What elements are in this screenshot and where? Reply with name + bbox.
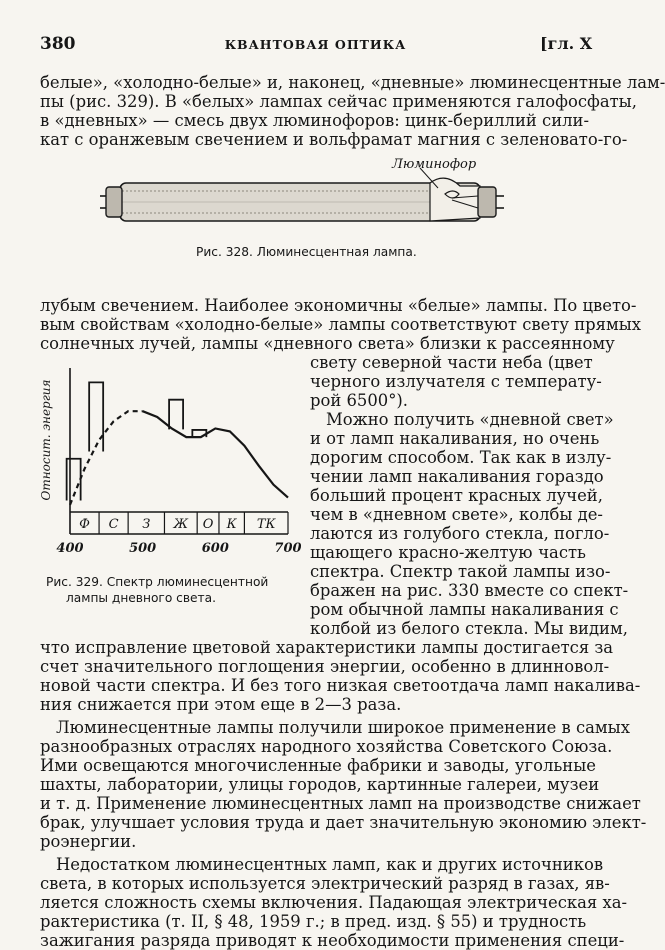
text-line: Можно получить «дневной свет» bbox=[326, 410, 614, 429]
chapter-marker: [гл. X bbox=[540, 34, 593, 53]
y-axis-label: Относит. энергия bbox=[39, 379, 53, 501]
text-line: Недостатком люминесцентных ламп, как и других источников bbox=[56, 855, 604, 874]
text-line: чем в «дневном свете», колбы де- bbox=[310, 505, 603, 524]
text-line: шахты, лаборатории, улицы городов, картинные галереи, музеи bbox=[40, 775, 600, 794]
color-band-label: З bbox=[142, 517, 151, 532]
text-line: чении ламп накаливания гораздо bbox=[310, 467, 604, 486]
text-line: дорогим способом. Так как в излу- bbox=[310, 448, 612, 467]
text-line: спектра. Спектр такой лампы изо- bbox=[310, 562, 611, 581]
spectrum-chart bbox=[36, 362, 302, 568]
text-line: роэнергии. bbox=[40, 832, 137, 851]
figure-328-caption: Рис. 328. Люминесцентная лампа. bbox=[196, 245, 417, 259]
figure-329-caption-line2: лампы дневного света. bbox=[66, 591, 216, 605]
text-line: новой части спектра. И без того низкая светоотдача ламп накалива- bbox=[40, 676, 641, 695]
text-line: вым свойствам «холодно-белые» лампы соответствуют свету прямых bbox=[40, 315, 642, 334]
text-line: света, в которых используется электрический разряд в газах, яв- bbox=[40, 874, 610, 893]
text-line: больший процент красных лучей, bbox=[310, 486, 603, 505]
text-line: зажигания разряда приводят к необходимости применения специ- bbox=[40, 931, 625, 950]
lamp-cap-left bbox=[106, 187, 122, 217]
x-tick-label: 500 bbox=[129, 541, 157, 556]
page-number: 380 bbox=[40, 34, 76, 54]
text-line: и т. д. Применение люминесцентных ламп на производстве снижает bbox=[40, 794, 641, 813]
lamp-cap-right bbox=[478, 187, 496, 217]
color-band-label: Ф bbox=[79, 517, 90, 532]
text-line: рактеристика (т. II, § 48, 1959 г.; в пред. изд. § 55) и трудность bbox=[40, 912, 587, 931]
spectrum-curve bbox=[143, 411, 288, 497]
text-line: солнечных лучей, лампы «дневного света» близки к рассеянному bbox=[40, 334, 615, 353]
color-band-label: С bbox=[108, 517, 119, 532]
figure-329-caption-line1: Рис. 329. Спектр люминесцентной bbox=[46, 575, 269, 589]
text-line: колбой из белого стекла. Мы видим, bbox=[310, 619, 628, 638]
x-tick-label: 700 bbox=[274, 541, 302, 556]
text-line: ром обычной лампы накаливания с bbox=[310, 600, 619, 619]
text-line: счет значительного поглощения энергии, особенно в длинновол- bbox=[40, 657, 610, 676]
text-line: рой 6500°). bbox=[310, 391, 409, 410]
text-line: Ими освещаются многочисленные фабрики и заводы, угольные bbox=[40, 756, 596, 775]
text-line: разнообразных отраслях народного хозяйства Советского Союза. bbox=[40, 737, 613, 756]
color-band-label: Ж bbox=[173, 517, 189, 532]
text-line: белые», «холодно-белые» и, наконец, «дневные» люминесцентные лам- bbox=[40, 73, 665, 92]
text-line: свету северной части неба (цвет bbox=[310, 353, 593, 372]
text-line: кат с оранжевым свечением и вольфрамат магния с зеленовато-го- bbox=[40, 130, 628, 149]
mercury-line-bar bbox=[169, 400, 183, 430]
color-band-label: ТК bbox=[256, 517, 276, 532]
x-tick-label: 400 bbox=[56, 541, 84, 556]
x-tick-label: 600 bbox=[201, 541, 229, 556]
text-line: лаются из голубого стекла, погло- bbox=[310, 524, 610, 543]
text-line: в «дневных» — смесь двух люминофоров: цинк-бериллий сили- bbox=[40, 111, 590, 130]
color-band-label: К bbox=[226, 517, 237, 532]
phosphor-label: Люминофор bbox=[392, 157, 477, 172]
text-line: лубым свечением. Наиболее экономичны «белые» лампы. По цвето- bbox=[40, 296, 637, 315]
fluorescent-lamp-illustration bbox=[100, 158, 520, 238]
text-line: черного излучателя с температу- bbox=[310, 372, 602, 391]
text-line: бражен на рис. 330 вместе со спект- bbox=[310, 581, 629, 600]
text-line: Люминесцентные лампы получили широкое применение в самых bbox=[56, 718, 630, 737]
running-title: КВАНТОВАЯ ОПТИКА bbox=[224, 37, 407, 52]
text-line: ляется сложность схемы включения. Падающая электрическая ха- bbox=[40, 893, 628, 912]
text-line: щающего красно-желтую часть bbox=[310, 543, 586, 562]
text-line: ния снижается при этом еще в 2—3 раза. bbox=[40, 695, 402, 714]
text-line: и от ламп накаливания, но очень bbox=[310, 429, 600, 448]
text-line: пы (рис. 329). В «белых» лампах сейчас применяются галофосфаты, bbox=[40, 92, 637, 111]
mercury-line-bar bbox=[89, 382, 103, 451]
text-line: что исправление цветовой характеристики лампы достигается за bbox=[40, 638, 614, 657]
color-band-label: О bbox=[202, 517, 214, 532]
text-line: брак, улучшает условия труда и дает значительную экономию элект- bbox=[40, 813, 647, 832]
